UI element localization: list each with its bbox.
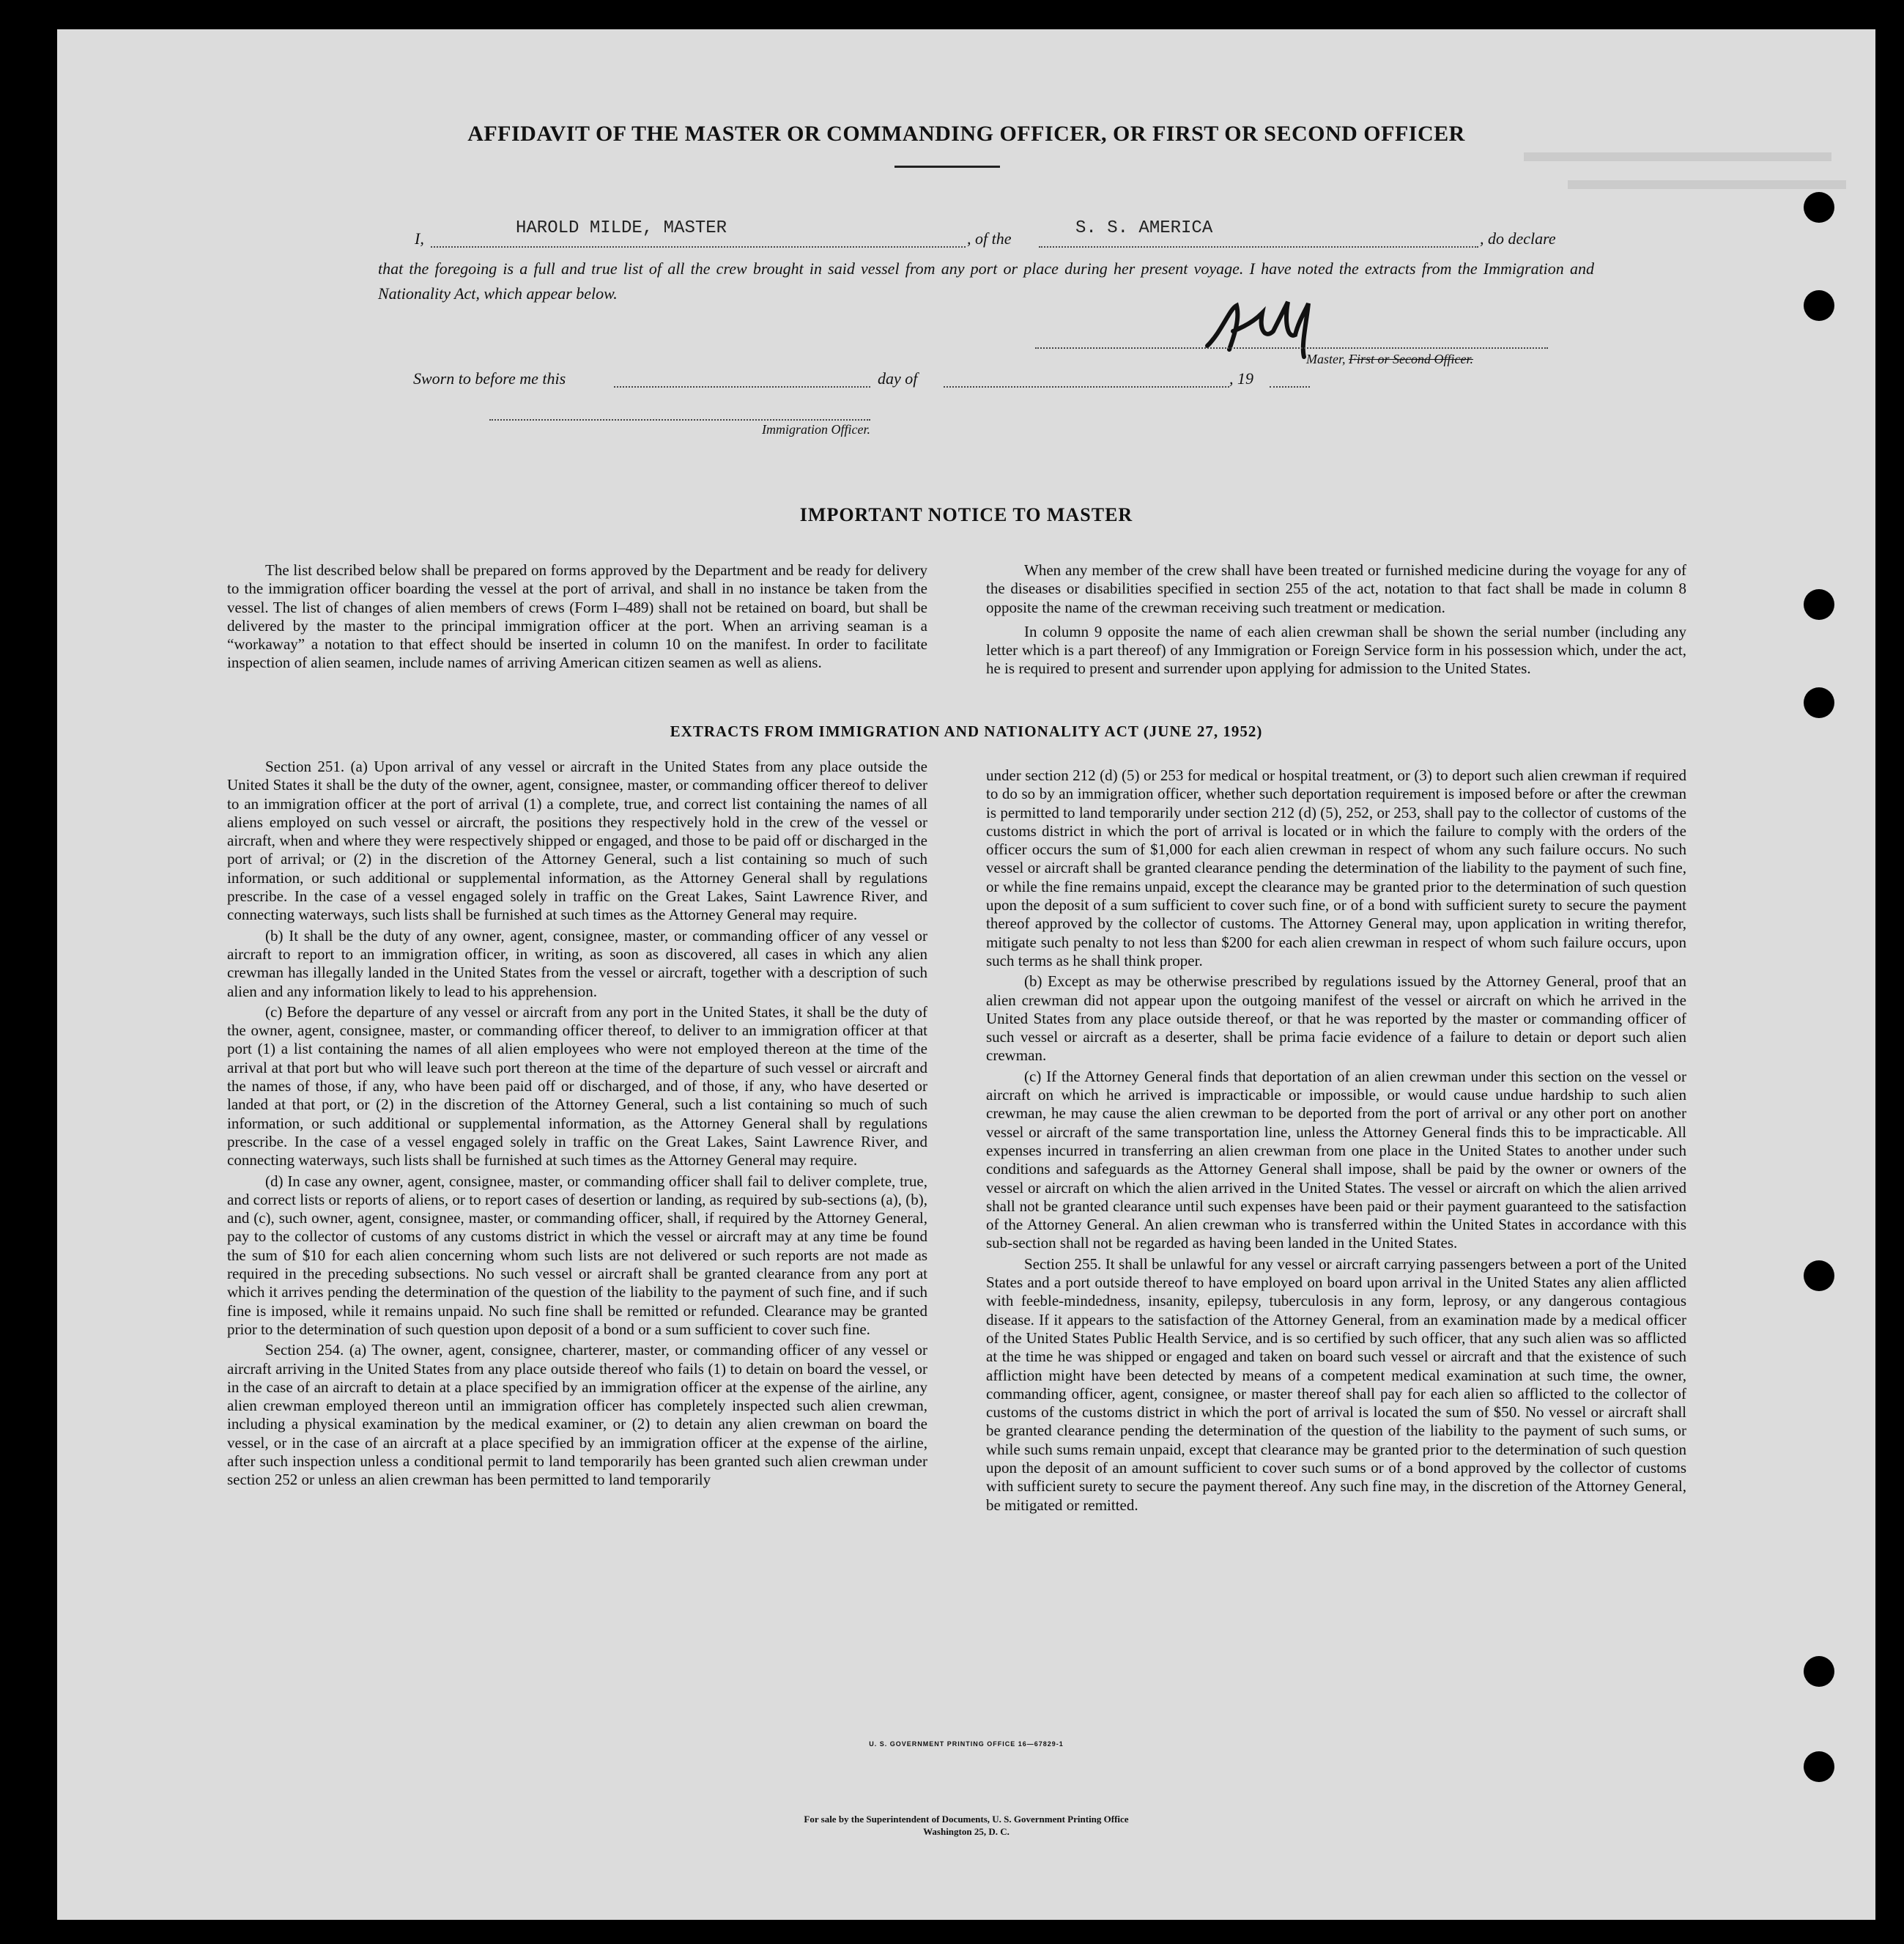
officer-line (489, 419, 870, 421)
punch-hole (1804, 192, 1834, 223)
vessel-blank (1039, 246, 1478, 248)
punch-hole (1804, 1656, 1834, 1687)
extract-paragraph: Section 254. (a) The owner, agent, consignee, charterer, master, or commanding officer of any vessel or aircraft arriving in the United States from any place outside thereof who fails (1) to detain on board the vessel, or in the case of an aircraft to detain at a place specified by an immigration officer at the expense of the airline, any alien crewman employed thereon until an immigration officer has completely inspected such alien crewman, including a physical examination by the medical examiner, or (2) to detain any alien crewman on board the vessel, or in the case of an aircraft at a place specified by an immigration officer at the expense of the airline, after such inspection unless a conditional permit to land temporarily has been granted such alien crewman under section 252 or unless an alien crewman has been permitted to land temporarily (227, 1341, 927, 1489)
bleed-through-mark (1524, 152, 1831, 161)
notice-left-column (227, 561, 927, 675)
notice-paragraph: The list described below shall be prepared on forms approved by the Department and be ready for delivery to the immigration officer boarding the vessel at the port of arrival, and shall in no instance be taken from the vessel. The list of changes of alien members of crews (Form I–489) shall not be retained on board, but shall be delivered by the master to the principal immigration officer at the port. When an arriving seaman is a “workaway” a notation to that effect should be inserted in column 10 on the manifest. In order to facilitate inspection of alien seamen, include names of arriving American citizen seamen as well as aliens. (227, 561, 927, 672)
extract-paragraph: (b) Except as may be otherwise prescribed by regulations issued by the Attorney General, proof that an alien crewman did not appear upon the outgoing manifest of the vessel or aircraft on which he arrived in the United States from any place outside thereof, or that he was reported by the master or commanding officer of such vessel or aircraft as a deserter, shall be prima facie evidence of a failure to detain or deport such alien crewman. (986, 972, 1686, 1065)
year-blank (1270, 386, 1310, 388)
punch-hole (1804, 1751, 1834, 1782)
extracts-left-column (227, 758, 927, 1492)
bleed-through-mark (1568, 180, 1846, 189)
punch-hole (1804, 290, 1834, 321)
punch-hole (1804, 589, 1834, 620)
extract-paragraph: Section 251. (a) Upon arrival of any vessel or aircraft in the United States from any place outside the United States it shall be the duty of the owner, agent, consignee, master, or commanding officer thereof to deliver to an immigration officer at the port of arrival (1) a complete, true, and correct list containing the names of all aliens employed on such vessel or aircraft, the positions they respectively hold in the crew of the vessel or aircraft, when and where they were respectively shipped or engaged, and those to be paid off or discharged in the port of arrival; or (2) in the discretion of the Attorney General, such a list containing so much of such information, or such additional or supplemental information, as the Attorney General shall by regulations prescribe. In the case of a vessel engaged solely in traffic on the Great Lakes, Saint Lawrence River, and connecting waterways, such lists shall be furnished at such times as the Attorney General may require. (227, 758, 927, 924)
sworn-month-blank (944, 386, 1229, 388)
officer-label: Immigration Officer. (762, 422, 870, 437)
extract-paragraph: (b) It shall be the duty of any owner, agent, consignee, master, or commanding officer of any vessel or aircraft to report to an immigration officer, in writing, as soon as discovered, all cases in which any alien crewman has illegally landed in the United States from the vessel or aircraft, together with a description of such alien and any information likely to lead to his apprehension. (227, 926, 927, 1000)
year-label: , 19 (1229, 369, 1253, 388)
extract-paragraph: (d) In case any owner, agent, consignee, master, or commanding officer shall fail to deliver complete, true, and correct lists or reports of aliens, or to report cases of desertion or landing, as required by sub-sections (a), (b), and (c), such owner, agent, consignee, master, or commanding officer, shall, if required by the Attorney General, pay to the collector of customs of any customs district in which the vessel or aircraft may at any time be found the sum of $10 for each alien concerning whom such lists are not delivered or such reports are not made as required in the preceding subsections. No such vessel or aircraft shall be granted clearance from any port at which it arrives pending the determination of the question of the liability to the payment of such fine, and if such fine is imposed, while it remains unpaid. No such fine shall be remitted or refunded. Clearance may be granted prior to the determination of such question upon deposit of a bond or a sum sufficient to cover such fine. (227, 1172, 927, 1338)
vessel-name: S. S. AMERICA (1075, 218, 1213, 238)
extract-paragraph: (c) If the Attorney General finds that deportation of an alien crewman under this section on the vessel or aircraft on which he arrived is impracticable or impossible, or would cause undue hardship to such alien crewman, he may cause the alien crewman to be deported from the port of arrival or any other port on another vessel or aircraft of the same transportation line, unless the Attorney General finds this to be impracticable. All expenses incurred in transferring an alien crewman from one place in the United States to another under such conditions and safeguards as the Attorney General shall impose, shall be paid by the owner or owners of the vessel or aircraft on which the alien arrived in the United States. The vessel or aircraft on which the alien arrived shall not be granted clearance until such expenses have been paid or their payment guaranteed to the satisfaction of the Attorney General. An alien crewman who is transferred within the United States in accordance with this sub-section shall not be regarded as having been landed in the United States. (986, 1067, 1686, 1252)
sworn-day-blank (614, 386, 870, 388)
document-sheet (57, 29, 1875, 1920)
role-struck: First or Second Officer. (1349, 352, 1473, 366)
gpo-imprint: U. S. GOVERNMENT PRINTING OFFICE 16—67829-1 (869, 1740, 1064, 1748)
master-name: HAROLD MILDE, MASTER (516, 218, 727, 238)
extract-paragraph: Section 255. It shall be unlawful for any vessel or aircraft carrying passengers between a port of the United States and a port outside thereof to have employed on board upon arrival in the United States any alien afflicted with feeble-mindedness, insanity, epilepsy, tuberculosis in any form, leprosy, or any dangerous contagious disease. If it appears to the satisfaction of the Attorney General, from an examination made by a medical officer of the United States Public Health Service, and is so certified by such officer, that any such alien was so afflicted at the time he was shipped or engaged and taken on board such vessel or aircraft and that the existence of such affliction might have been detected by means of a competent medical examination at such time, the owner, commanding officer, agent, consignee, or master thereof shall pay for each alien so afflicted to the collector of customs of the customs district in which the port of arrival is located the sum of $50. No vessel or aircraft shall be granted clearance pending the determination of the question of the liability to the payment of such sums, or while such sums remain unpaid, except that clearance may be granted prior to the determination of such question upon the deposit of an amount sufficient to cover such sums or of a bond approved by the collector of customs with sufficient surety to secure the payment thereof. Any such fine may, in the discretion of the Attorney General, be mitigated or remitted. (986, 1254, 1686, 1514)
title-rule (894, 166, 1000, 168)
punch-hole (1804, 1260, 1834, 1291)
of-the-label: , of the (967, 229, 1012, 248)
name-blank (431, 246, 966, 248)
signature-line (1035, 347, 1548, 349)
sale-notice (57, 1813, 1875, 1838)
signature-mark (1178, 287, 1354, 361)
day-of-label: day of (878, 369, 918, 388)
notice-paragraph: When any member of the crew shall have been treated or furnished medicine during the voyage for any of the diseases or disabilities specified in section 255 of the act, notation to that fact shall be made in column 8 opposite the name of the crewman receiving such treatment or medication. (986, 561, 1686, 616)
notice-right-column (986, 561, 1686, 681)
notice-paragraph: In column 9 opposite the name of each alien crewman shall be shown the serial number (including any letter which is a part thereof) of any Immigration or Foreign Service form in his possession which, under the act, he is required to present and surrender upon applying for admission to the United States. (986, 622, 1686, 678)
extracts-title: EXTRACTS FROM IMMIGRATION AND NATIONALITY ACT (JUNE 27, 1952) (670, 722, 1263, 740)
do-declare-label: , do declare (1480, 229, 1556, 248)
page-title: AFFIDAVIT OF THE MASTER OR COMMANDING OFFICER, OR FIRST OR SECOND OFFICER (467, 122, 1465, 146)
role-master: Master, (1306, 352, 1346, 366)
extract-paragraph: (c) Before the departure of any vessel or aircraft from any port in the United States, it shall be the duty of the owner, agent, consignee, master, or commanding officer thereof, to deliver to an immigration officer at that port (1) a list containing the names of all alien employees who were not employed thereon at the time of the arrival at that port but who will leave such port thereon at the time of the departure of such vessel or aircraft and the names of those, if any, who have been paid off or discharged, and of those, if any, who have deserted or landed at that port, or (2) in the discretion of the Attorney General, such a list containing so much of such information, or such additional or supplemental information, as the Attorney General shall by regulations prescribe. In the case of a vessel engaged solely in traffic on the Great Lakes, Saint Lawrence River, and connecting waterways, such lists shall be furnished at such times as the Attorney General may require. (227, 1002, 927, 1169)
sale-line-2: Washington 25, D. C. (923, 1826, 1010, 1837)
sale-line-1: For sale by the Superintendent of Documents, U. S. Government Printing Office (804, 1814, 1129, 1825)
sworn-label: Sworn to before me this (413, 369, 566, 388)
signature-role (1306, 352, 1473, 367)
notice-title: IMPORTANT NOTICE TO MASTER (799, 504, 1133, 525)
extract-paragraph: under section 212 (d) (5) or 253 for medical or hospital treatment, or (3) to deport such alien crewman if required to do so by an immigration officer, whether such deportation requirement is imposed before or after the crewman is permitted to land temporarily under section 212 (d) (5), 252, or 253, shall pay to the collector of customs of the customs district in which the port of arrival is located or in which the failure to comply with the orders of the officer occurs the sum of $1,000 for each alien crewman in respect of whom any such failure occurs. No such vessel or aircraft shall be granted clearance pending the determination of the liability to the payment of such fine, or while the fine remains unpaid, except the clearance may be granted prior to the determination of such question upon the deposit of a sum sufficient to cover such fine, or of a bond with sufficient surety to secure the payment thereof approved by the collector of customs. The Attorney General may, upon application in writing therefor, mitigate such penalty to not less than $200 for each alien crewman in respect of whom such failure occurs, upon such terms as he shall think proper. (986, 766, 1686, 969)
declaration-body: that the foregoing is a full and true list of all the crew brought in said vessel from any port or place during her present voyage. I have noted the extracts from the Immigration and Nationality Act, which appear below. (378, 259, 1594, 303)
extracts-right-column (986, 766, 1686, 1517)
punch-hole (1804, 687, 1834, 718)
declaration-prefix: I, (415, 229, 424, 248)
